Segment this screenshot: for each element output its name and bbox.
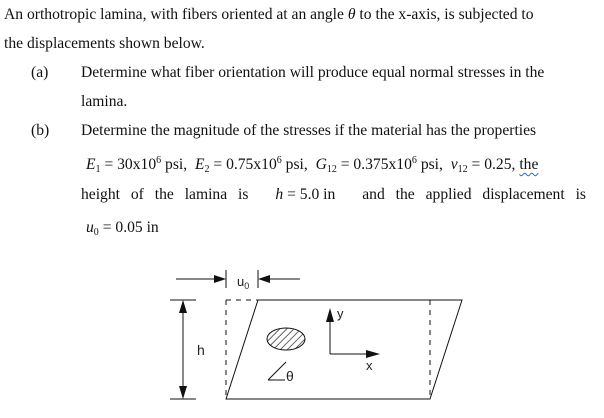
height-line: height of the lamina is h = 5.0 in and the applied displacement is <box>81 186 586 203</box>
deformed-lamina <box>226 300 462 399</box>
material-properties: $E_1 = 30x10^6$ psi, $E_2 = 0.75x10^6$ psi, $G_{12} = 0.375x10^6$ psi, $\nu_{12} = 0.25$, the <box>86 155 539 175</box>
svg-text:θ: θ <box>286 368 294 384</box>
angle-symbol <box>268 362 294 384</box>
u0-label: $u_0$ <box>237 274 250 291</box>
fiber-ellipse <box>267 328 305 350</box>
part-a-label: (a) <box>31 64 49 81</box>
part-a-line-1: Determine what fiber orientation will produce equal normal stresses in the <box>81 64 545 81</box>
part-a-line-2: lamina. <box>81 93 128 110</box>
h-dimension <box>170 300 205 399</box>
x-axis-label: x <box>366 358 373 373</box>
y-axis-label: y <box>337 306 344 321</box>
coordinate-axes <box>326 306 380 373</box>
part-b-line-1: Determine the magnitude of the stresses if the material has the properties <box>81 122 537 139</box>
h-label: h <box>197 342 205 358</box>
the-word: the <box>519 156 539 173</box>
displacement-line: $u_0 = 0.05$ in <box>86 219 159 238</box>
intro-line-2: the displacements shown below. <box>4 35 205 52</box>
intro-line-1: An orthotropic lamina, with fibers oriented at an angle θ to the x-axis, is subjected to <box>4 6 534 23</box>
theta-symbol: θ <box>347 6 356 23</box>
u0-dimension <box>176 270 300 291</box>
part-b-label: (b) <box>31 122 50 139</box>
